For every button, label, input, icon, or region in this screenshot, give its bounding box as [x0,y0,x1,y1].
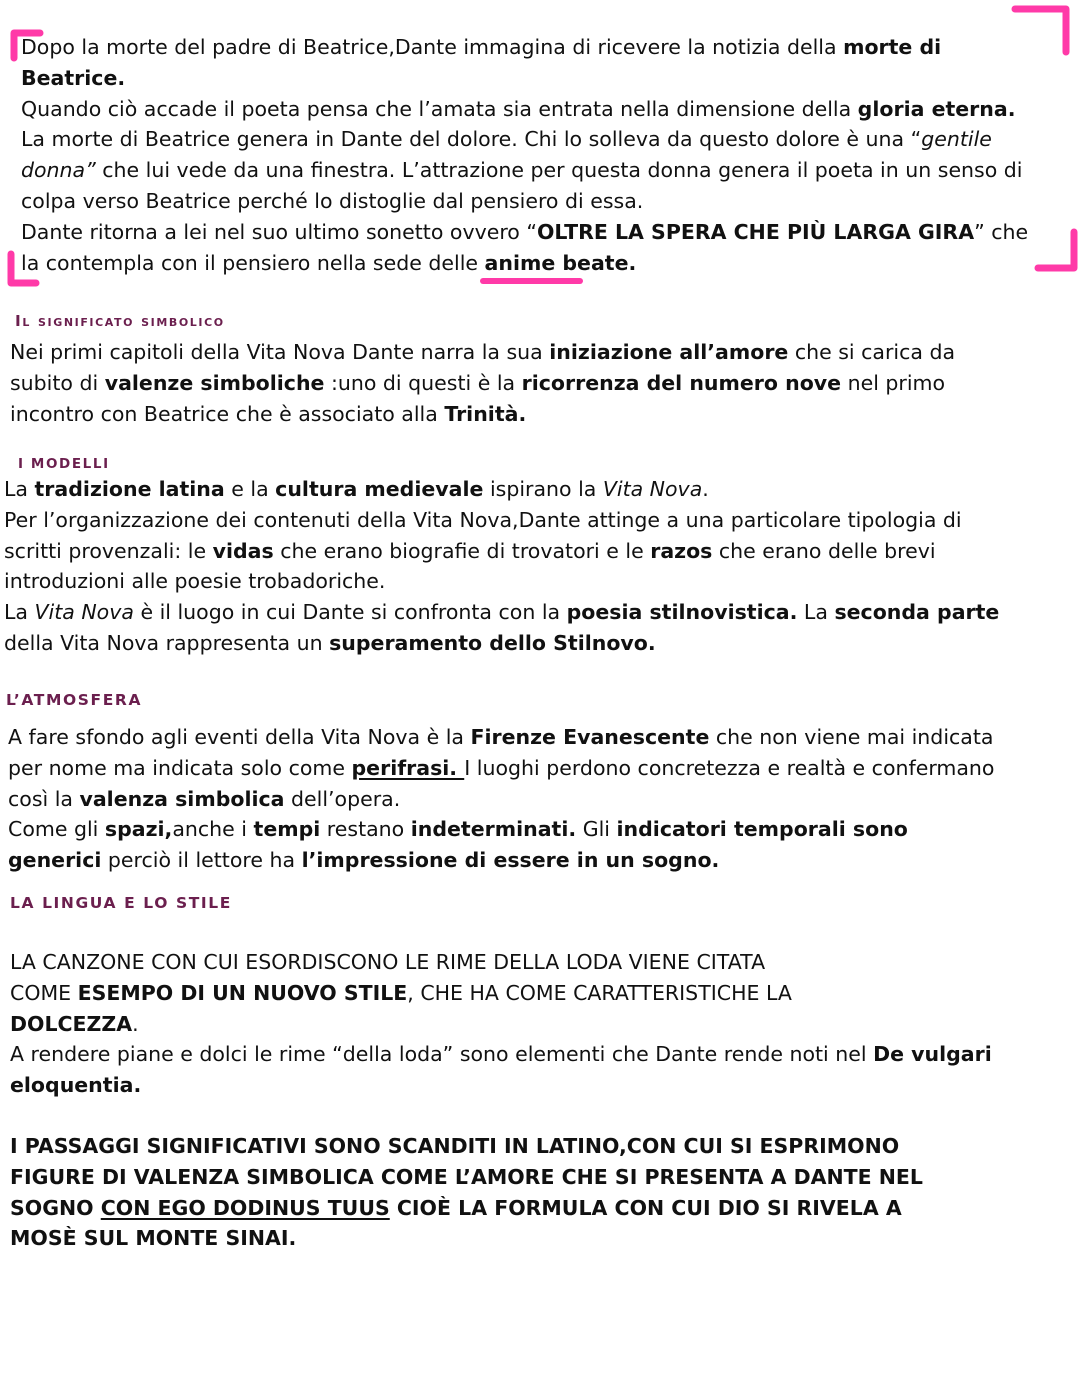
text-line [21,217,1028,248]
heading-lingua-stile: LA LINGUA E LO STILE [10,894,232,912]
text-line [10,978,992,1009]
text-line [10,1131,923,1162]
heading-atmosfera: L’ATMOSFERA [6,691,143,709]
text-run: superamento dello Stilnovo. [329,630,656,655]
text-line [4,566,999,597]
text-run: ” che [974,219,1029,244]
text-run: Beatrice. [21,65,126,90]
text-run: :uno di questi è la [324,370,522,395]
text-run: nel primo [841,370,946,395]
text-run: che erano biografie di trovatori e le [273,538,651,563]
text-run: La [4,477,35,501]
text-line [10,337,955,368]
text-run: tradizione latina [34,477,225,501]
text-line [10,1162,923,1193]
text-line [21,32,1028,63]
text-run: Per l’organizzazione dei contenuti della Vita Nova,Dante attinge a una particolare tipologia di [4,507,962,532]
text-run: FIGURE DI VALENZA SIMBOLICA COME L’AMORE CHE SI PRESENTA A DANTE NEL [10,1164,923,1189]
text-run: Nei primi capitoli della Vita Nova Dante narra la sua [10,340,550,364]
text-run: generici [8,848,102,873]
text-line [4,597,999,628]
text-run: Dante ritorna a lei nel suo ultimo sonetto ovvero “ [21,219,537,244]
text-run: SOGNO [10,1195,101,1220]
paragraph-atmosfera [8,722,994,876]
text-run: CIOÈ LA FORMULA CON CUI DIO SI RIVELA A [389,1195,902,1220]
text-run: anime beate. [484,250,637,275]
text-line [21,248,1028,279]
text-run: indeterminati. [410,817,577,842]
intro-paragraph [21,32,1028,278]
paragraph-lingua-stile [10,947,992,1101]
text-run: OLTRE LA SPERA CHE PIÙ LARGA GIRA [536,219,975,244]
text-run: LA CANZONE CON CUI ESORDISCONO LE RIME DELLA LODA VIENE CITATA [10,950,766,974]
text-run: la contempla con il pensiero nella sede delle [21,250,485,275]
text-run: Dopo la morte del padre di Beatrice,Dante immagina di ricevere la notizia della [21,35,844,59]
text-run: restano [320,817,411,842]
text-run: valenze simboliche [104,370,325,395]
text-run: della Vita Nova rappresenta un [4,630,330,655]
text-run: MOSÈ SUL MONTE SINAI. [10,1226,297,1251]
text-line [10,368,955,399]
text-run: De vulgari [873,1042,992,1067]
text-run: I luoghi perdono concretezza e realtà e confermano [464,755,995,780]
text-run: Quando ciò accade il poeta pensa che l’amata sia entrata nella dimensione della [21,96,858,121]
text-run: vidas [212,538,274,563]
text-line [10,1039,992,1070]
text-run: che erano delle brevi [712,538,936,563]
text-line [8,814,994,845]
text-run: che si carica da [788,340,956,364]
text-run: l’impressione di essere in un sogno. [301,848,720,873]
text-run: perifrasi. [351,755,465,780]
heading-significato-simbolico: Il significato simbolico [15,312,225,330]
text-run: seconda parte [834,600,1000,625]
text-run: cultura medievale [275,477,484,501]
text-run: Come gli [8,817,105,842]
paragraph-modelli [4,474,999,659]
text-line [10,399,955,430]
text-run: La [4,600,35,625]
text-run: che non viene mai indicata [709,725,994,749]
text-run: DOLCEZZA [10,1011,133,1036]
paragraph-significato-simbolico [10,337,955,429]
text-run: A rendere piane e dolci le rime “della loda” sono elementi che Dante rende noti nel [10,1042,874,1067]
text-line [8,753,994,784]
text-run: tempi [253,817,321,842]
text-line [10,1070,992,1101]
text-run: CON EGO DODINUS TUUS [100,1195,390,1220]
text-line [8,784,994,815]
text-run: anche i [172,817,254,842]
text-line [21,94,1028,125]
text-run: La morte di Beatrice genera in Dante del dolore. Chi lo solleva da questo dolore è una “ [21,127,922,152]
text-run: eloquentia. [10,1073,142,1098]
text-run: poesia stilnovistica. [566,600,798,625]
text-run: . [702,477,709,501]
text-run: Firenze Evanescente [470,725,710,749]
text-line [21,63,1028,94]
text-run: che lui vede da una finestra. L’attrazione per questa donna genera il poeta in un senso di [95,158,1023,183]
text-run: COME [10,980,78,1005]
text-run: razos [650,538,713,563]
text-run: ricorrenza del numero nove [521,370,842,395]
text-run: perciò il lettore ha [101,848,302,873]
text-run: dell’opera. [284,786,401,811]
text-line [4,536,999,567]
text-run: gloria eterna. [857,96,1016,121]
text-run: subito di [10,370,105,395]
text-run: così la [8,786,80,811]
text-line [8,722,994,753]
text-run: ESEMPO DI UN NUOVO STILE [77,980,408,1005]
text-run: e la [224,477,276,501]
text-line [4,505,999,536]
text-run: Gli [576,817,617,842]
text-run: Vita Nova [34,600,134,625]
text-run: Vita Nova [602,477,703,501]
text-line [21,124,1028,155]
heading-modelli: I MODELLI [18,456,110,472]
text-run: La [797,600,835,625]
text-run: gentile [921,127,992,152]
text-run: è il luogo in cui Dante si confronta con la [133,600,567,625]
text-line [10,1009,992,1040]
text-line [10,1193,923,1224]
text-run: donna” [21,158,96,183]
text-run: colpa verso Beatrice perché lo distoglie dal pensiero di essa. [21,188,644,213]
text-line [10,1223,923,1254]
text-run: valenza simbolica [79,786,285,811]
text-run: spazi, [104,817,173,842]
text-run: morte di [843,35,942,59]
text-line [8,845,994,876]
text-run: , CHE HA COME CARATTERISTICHE LA [407,980,792,1005]
text-run: Trinità. [444,401,527,426]
text-run: I PASSAGGI SIGNIFICATIVI SONO SCANDITI IN LATINO,CON CUI SI ESPRIMONO [10,1134,900,1158]
corner-bracket-bottom-right [1038,232,1074,268]
text-line [10,947,992,978]
text-line [21,186,1028,217]
text-line [4,628,999,659]
text-run: iniziazione all’amore [549,340,789,364]
text-run: incontro con Beatrice che è associato alla [10,401,445,426]
text-run: A fare sfondo agli eventi della Vita Nova è la [8,725,471,749]
text-run: . [132,1011,139,1036]
text-run: introduzioni alle poesie trobadoriche. [4,569,386,594]
text-line [21,155,1028,186]
text-run: ispirano la [483,477,603,501]
text-run: scritti provenzali: le [4,538,213,563]
text-run: per nome ma indicata solo come [8,755,352,780]
text-line [4,474,999,505]
text-run: indicatori temporali sono [616,817,908,842]
paragraph-passaggi-latino [10,1131,923,1254]
